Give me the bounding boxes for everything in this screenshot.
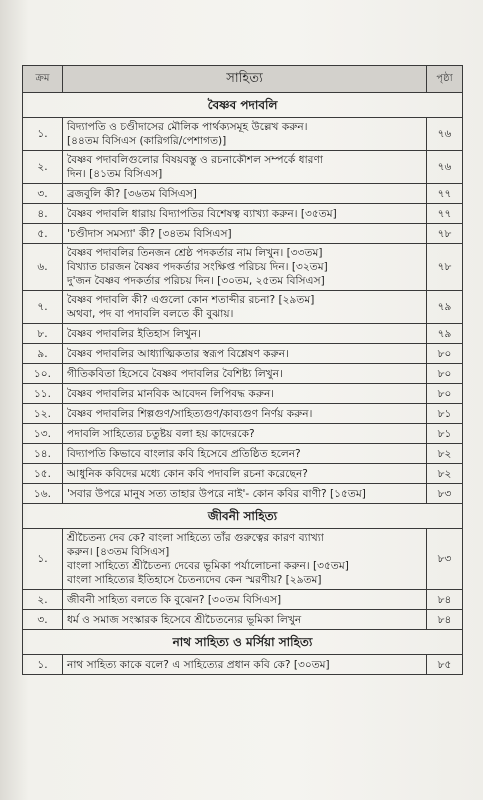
question-line: বৈষ্ণব পদাবলিগুলোর বিষয়বস্তু ও রচনাকৌশল সম্পর্কে ধারণা	[67, 154, 323, 166]
serial-number: ২.	[23, 151, 63, 184]
serial-number: ১৫.	[23, 464, 63, 484]
page-number[interactable]: ৮৩	[427, 529, 463, 590]
question-line: 'সবার উপরে মানুষ সত্য তাহার উপরে নাই'- কোন কবির বাণী? [১৫তম]	[67, 487, 366, 500]
question-text	[63, 184, 427, 204]
page-number[interactable]: ৭৭	[427, 204, 463, 224]
page-number[interactable]: ৭৮	[427, 244, 463, 291]
serial-number: ৬.	[23, 244, 63, 291]
table-row[interactable]	[23, 404, 463, 424]
question-text	[63, 204, 427, 224]
page-number[interactable]: ৭৯	[427, 291, 463, 324]
serial-number: ১.	[23, 118, 63, 151]
section-heading-row	[23, 504, 463, 529]
section-title: নাথ সাহিত্য ও মর্সিয়া সাহিত্য	[23, 630, 463, 655]
question-line: করুন। [৪৩তম বিসিএস]	[67, 546, 170, 558]
table-row[interactable]	[23, 464, 463, 484]
question-text	[63, 484, 427, 504]
question-text	[63, 590, 427, 610]
page-number[interactable]: ৮৪	[427, 590, 463, 610]
question-line: নাথ সাহিত্য কাকে বলে? এ সাহিত্যের প্রধান কবি কে? [৩০তম]	[67, 658, 330, 671]
section-title: জীবনী সাহিত্য	[23, 504, 463, 529]
page-number[interactable]: ৮২	[427, 464, 463, 484]
question-line: গীতিকবিতা হিসেবে বৈষ্ণব পদাবলির বৈশিষ্ট্য লিখুন।	[67, 367, 283, 380]
question-line: বৈষ্ণব পদাবলি কী? এগুলো কোন শতাব্দীর রচনা? [২৯তম]	[67, 294, 315, 306]
question-line: বৈষ্ণব পদাবলির ইতিহাস লিখুন।	[67, 327, 201, 340]
page-number[interactable]: ৮৪	[427, 610, 463, 630]
table-row[interactable]	[23, 184, 463, 204]
contents-table-body	[23, 66, 463, 675]
question-text	[63, 610, 427, 630]
question-line: ধর্ম ও সমাজ সংস্কারক হিসেবে শ্রীচৈতন্যের ভূমিকা লিখুন	[67, 613, 302, 626]
serial-number: ৪.	[23, 204, 63, 224]
question-line: দু'জন বৈষ্ণব পদকর্তার পরিচয় দিন। [৩০তম, ২৫তম বিসিএস]	[67, 275, 325, 287]
question-line: বৈষ্ণব পদাবলির মানবিক আবেদন লিপিবদ্ধ করুন।	[67, 387, 275, 400]
serial-number: ১৬.	[23, 484, 63, 504]
question-line: 'চণ্ডীদাস সমস্যা' কী? [৩৪তম বিসিএস]	[67, 227, 232, 240]
serial-number: ৩.	[23, 610, 63, 630]
question-text	[63, 529, 427, 590]
table-row[interactable]	[23, 244, 463, 291]
serial-number: ১২.	[23, 404, 63, 424]
serial-number: ৭.	[23, 291, 63, 324]
table-header-row	[23, 66, 463, 93]
serial-number: ১৪.	[23, 444, 63, 464]
section-heading-row	[23, 630, 463, 655]
table-row[interactable]	[23, 590, 463, 610]
serial-number: ২.	[23, 590, 63, 610]
section-title: বৈষ্ণব পদাবলি	[23, 93, 463, 118]
question-text	[63, 224, 427, 244]
question-line: বৈষ্ণব পদাবলির আধ্যাত্মিকতার স্বরূপ বিশ্লেষণ করুন।	[67, 347, 289, 360]
page-number[interactable]: ৮৫	[427, 655, 463, 675]
question-text	[63, 244, 427, 291]
serial-number: ১০.	[23, 364, 63, 384]
contents-table	[22, 65, 463, 675]
page-number[interactable]: ৭৬	[427, 118, 463, 151]
question-line: আধুনিক কবিদের মধ্যে কোন কবি পদাবলি রচনা করেছেন?	[67, 467, 308, 480]
table-row[interactable]	[23, 655, 463, 675]
serial-number: ৮.	[23, 324, 63, 344]
page-number[interactable]: ৮০	[427, 384, 463, 404]
question-line: বাংলা সাহিত্যের ইতিহাসে চৈতন্যদেব কেন স্মরণীয়? [২৯তম]	[67, 574, 322, 586]
table-row[interactable]	[23, 224, 463, 244]
question-text	[63, 151, 427, 184]
question-text	[63, 655, 427, 675]
question-line: বিদ্যাপতি কিভাবে বাংলার কবি হিসেবে প্রতিষ্ঠিত হলেন?	[67, 447, 301, 460]
table-row[interactable]	[23, 118, 463, 151]
question-text	[63, 404, 427, 424]
question-text	[63, 464, 427, 484]
table-row[interactable]	[23, 610, 463, 630]
question-line: দিন। [৪১তম বিসিএস]	[67, 168, 163, 180]
page-number[interactable]: ৮১	[427, 404, 463, 424]
page-number[interactable]: ৭৬	[427, 151, 463, 184]
page-number[interactable]: ৮১	[427, 424, 463, 444]
page-number[interactable]: ৮২	[427, 444, 463, 464]
table-row[interactable]	[23, 151, 463, 184]
table-row[interactable]	[23, 529, 463, 590]
table-row[interactable]	[23, 344, 463, 364]
table-row[interactable]	[23, 384, 463, 404]
table-row[interactable]	[23, 424, 463, 444]
question-line: ব্রজবুলি কী? [৩৬তম বিসিএস]	[67, 187, 197, 200]
page-number[interactable]: ৭৮	[427, 224, 463, 244]
serial-number: ১১.	[23, 384, 63, 404]
page-number[interactable]: ৭৯	[427, 324, 463, 344]
question-text	[63, 424, 427, 444]
question-text	[63, 291, 427, 324]
page-number[interactable]: ৭৭	[427, 184, 463, 204]
serial-number: ১.	[23, 655, 63, 675]
question-text	[63, 364, 427, 384]
serial-number: ৩.	[23, 184, 63, 204]
question-line: বাংলা সাহিত্যে শ্রীচৈতন্য দেবের ভূমিকা পর্যালোচনা করুন। [৩৫তম]	[67, 560, 349, 572]
table-row[interactable]	[23, 444, 463, 464]
table-row[interactable]	[23, 204, 463, 224]
serial-number: ১৩.	[23, 424, 63, 444]
question-text	[63, 118, 427, 151]
subject-column-header: সাহিত্য	[63, 66, 427, 93]
question-line: বৈষ্ণব পদাবলির শিল্পগুণ/সাহিত্যগুণ/কাব্যগুণ নির্ণয় করুন।	[67, 407, 313, 420]
serial-number: ১.	[23, 529, 63, 590]
question-line: পদাবলি সাহিত্যের চতুষ্টয় বলা হয় কাদেরকে?	[67, 427, 255, 440]
table-row[interactable]	[23, 291, 463, 324]
table-row[interactable]	[23, 324, 463, 344]
question-line: জীবনী সাহিত্য বলতে কি বুঝেন? [৩০তম বিসিএস]	[67, 593, 282, 606]
page-number[interactable]: ৮০	[427, 344, 463, 364]
question-line: শ্রীচৈতন্য দেব কে? বাংলা সাহিত্যে তাঁর গুরুত্বের কারণ ব্যাখ্যা	[67, 532, 324, 544]
table-row[interactable]	[23, 364, 463, 384]
serial-column-header: ক্রম	[23, 66, 63, 93]
question-text	[63, 324, 427, 344]
question-text	[63, 444, 427, 464]
section-heading-row	[23, 93, 463, 118]
question-text	[63, 384, 427, 404]
question-line: বিখ্যাত চারজন বৈষ্ণব পদকর্তার সংক্ষিপ্ত পরিচয় দিন। [৩২তম]	[67, 261, 328, 273]
table-row[interactable]	[23, 484, 463, 504]
page-column-header: পৃষ্ঠা	[427, 66, 463, 93]
question-line: অথবা, পদ বা পদাবলি বলতে কী বুঝায়।	[67, 308, 234, 320]
question-text	[63, 344, 427, 364]
question-line: বিদ্যাপতি ও চণ্ডীদাসের মৌলিক পার্থক্যসমূহ উল্লেখ করুন।	[67, 121, 308, 133]
serial-number: ৯.	[23, 344, 63, 364]
question-line: বৈষ্ণব পদাবলির তিনজন শ্রেষ্ঠ পদকর্তার নাম লিখুন। [৩৩তম]	[67, 247, 323, 259]
serial-number: ৫.	[23, 224, 63, 244]
question-line: বৈষ্ণব পদাবলি ধারায় বিদ্যাপতির বিশেষত্ব ব্যাখ্যা করুন। [৩৫তম]	[67, 207, 337, 220]
page-number[interactable]: ৮০	[427, 364, 463, 384]
page-number[interactable]: ৮৩	[427, 484, 463, 504]
question-line: [৪৪তম বিসিএস (কারিগরি/পেশাগত)]	[67, 135, 227, 147]
